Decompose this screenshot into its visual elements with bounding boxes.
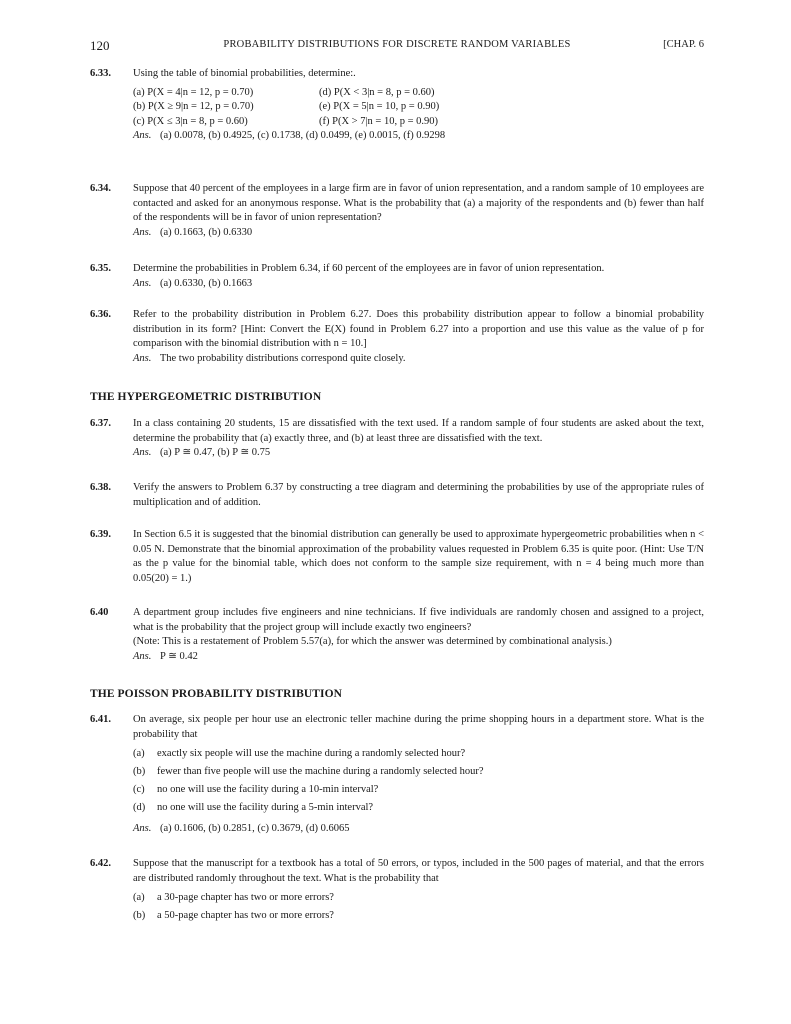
problem-6-33 xyxy=(90,67,704,144)
problem-text: Refer to the probability distribution in Problem 6.27. Does this probability distribution appear to follow a binomial probability distribution in its form? [Hint: Convert the E(X) found in Problem 6.27 into a proportion and use this value as the value of p for comparison with the binomial distribution with n = 10.] xyxy=(133,309,704,349)
problem-text: In Section 6.5 it is suggested that the binomial distribution can generally be used to approximate hypergeometric probabilities when n < 0.05 N. Demonstrate that the binomial approximation of the probability values requested in Problem 6.35 is quite poor. (Hint: Use T/N as the p value for the binomial table, which does not conform to the sample size requirement, with n = 4 being much more than 0.05(20) = 1.) xyxy=(133,529,704,584)
item-label: (a) xyxy=(133,748,145,759)
problem-text: A department group includes five engineers and nine technicians. If five individuals are randomly chosen and assigned to a project, what is the probability that the project group will include exactly two engineers? xyxy=(133,607,704,633)
item-label: (d) xyxy=(133,802,146,813)
parts-row xyxy=(133,115,704,130)
problem-number: 6.39. xyxy=(90,529,111,540)
problem-number: 6.36. xyxy=(90,309,111,320)
problem-text: Suppose that the manuscript for a textbook has a total of 50 errors, or typos, included in the 500 pages of material, and that the errors are distributed randomly throughout the text. What is the probability that xyxy=(133,858,704,884)
problem-6-37 xyxy=(90,417,704,461)
answer xyxy=(133,277,704,292)
chapter-label: [CHAP. 6 xyxy=(663,39,704,50)
problem-text: In a class containing 20 students, 15 are dissatisfied with the text used. If a random sample of four students are asked about the text, determine the probability that (a) exactly three, and (b) at least three are dissatisfied with the text. xyxy=(133,418,704,444)
problem-number: 6.40 xyxy=(90,607,109,618)
item-label: (b) xyxy=(133,766,146,777)
answer-text: (a) 0.1606, (b) 0.2851, (c) 0.3679, (d) 0.6065 xyxy=(160,823,350,834)
part-a: (a) P(X = 4|n = 12, p = 0.70) xyxy=(133,86,254,98)
item-text: a 30-page chapter has two or more errors? xyxy=(157,892,334,903)
problem-number: 6.35. xyxy=(90,263,111,274)
problem-6-41 xyxy=(90,713,704,837)
problem-items xyxy=(133,891,704,927)
item-label: (b) xyxy=(133,910,146,921)
problem-number: 6.38. xyxy=(90,482,111,493)
item-text: a 50-page chapter has two or more errors? xyxy=(157,910,334,921)
problem-6-40 xyxy=(90,606,704,664)
part-f: (f) P(X > 7|n = 10, p = 0.90) xyxy=(319,115,439,127)
answer-label: Ans. xyxy=(133,277,152,289)
answer xyxy=(133,129,704,144)
answer-label: Ans. xyxy=(133,823,152,834)
part-b: (b) P(X ≥ 9|n = 12, p = 0.70) xyxy=(133,101,254,112)
answer xyxy=(133,822,704,837)
problem-items xyxy=(133,747,704,819)
item-text: fewer than five people will use the machine during a randomly selected hour? xyxy=(157,766,484,777)
item-text: no one will use the facility during a 5-min interval? xyxy=(157,802,374,813)
running-title: PROBABILITY DISTRIBUTIONS FOR DISCRETE RANDOM VARIABLES xyxy=(223,39,571,50)
parts-row xyxy=(133,100,704,115)
item-text: no one will use the facility during a 10-min interval? xyxy=(157,784,379,795)
answer xyxy=(133,352,704,367)
item-text: exactly six people will use the machine during a randomly selected hour? xyxy=(157,748,466,759)
answer-label: Ans. xyxy=(133,352,152,364)
section-heading-poisson: THE POISSON PROBABILITY DISTRIBUTION xyxy=(90,688,343,700)
problem-number: 6.42. xyxy=(90,858,111,869)
problem-6-34 xyxy=(90,182,704,240)
problem-text: Verify the answers to Problem 6.37 by constructing a tree diagram and determining the probabilities by use of the appropriate rules of multiplication and of addition. xyxy=(133,482,704,508)
answer xyxy=(133,226,704,241)
list-item xyxy=(133,765,704,783)
answer-label: Ans. xyxy=(133,447,152,458)
problem-6-39 xyxy=(90,528,704,586)
problem-6-35 xyxy=(90,262,704,291)
answer-label: Ans. xyxy=(133,130,152,141)
problem-text: Suppose that 40 percent of the employees in a large firm are in favor of union representation, and a random sample of 10 employees are contacted and asked for an anonymous response. What is the probability that (a) a majority of the respondents and (b) fewer than half of the respondents will be in favor of union representation? xyxy=(133,183,704,223)
problem-note: (Note: This is a restatement of Problem 5.57(a), for which the answer was determined by combinational analysis.) xyxy=(133,636,612,647)
parts-row xyxy=(133,86,704,101)
answer-text: (a) 0.0078, (b) 0.4925, (c) 0.1738, (d) 0.0499, (e) 0.0015, (f) 0.9298 xyxy=(160,130,446,141)
problem-6-36 xyxy=(90,308,704,366)
list-item xyxy=(133,801,704,819)
problem-6-42 xyxy=(90,857,704,927)
section-heading-hypergeometric: THE HYPERGEOMETRIC DISTRIBUTION xyxy=(90,391,322,403)
part-c: (c) P(X ≤ 3|n = 8, p = 0.60) xyxy=(133,115,248,127)
problem-number: 6.41. xyxy=(90,714,111,725)
page-header xyxy=(90,38,704,56)
problem-number: 6.33. xyxy=(90,68,111,79)
problem-text: Using the table of binomial probabilities, determine:. xyxy=(133,68,356,79)
answer-text: The two probability distributions correspond quite closely. xyxy=(159,352,406,364)
list-item xyxy=(133,891,704,909)
page-number: 120 xyxy=(90,38,110,53)
part-d: (d) P(X < 3|n = 8, p = 0.60) xyxy=(319,86,435,98)
part-e: (e) P(X = 5|n = 10, p = 0.90) xyxy=(319,101,440,112)
item-label: (a) xyxy=(133,892,145,903)
answer-text: (a) 0.1663, (b) 0.6330 xyxy=(160,226,253,238)
answer-text: (a) 0.6330, (b) 0.1663 xyxy=(160,277,253,289)
list-item xyxy=(133,747,704,765)
answer-text: (a) P ≅ 0.47, (b) P ≅ 0.75 xyxy=(160,447,271,458)
list-item xyxy=(133,909,704,927)
answer xyxy=(133,650,704,665)
list-item xyxy=(133,783,704,801)
problem-6-38 xyxy=(90,481,704,510)
answer-label: Ans. xyxy=(133,650,152,662)
item-label: (c) xyxy=(133,784,145,795)
problem-parts xyxy=(133,86,704,130)
problem-text: Determine the probabilities in Problem 6.34, if 60 percent of the employees are in favor of union representation. xyxy=(133,263,605,274)
problem-number: 6.34. xyxy=(90,183,111,194)
answer xyxy=(133,446,704,461)
problem-number: 6.37. xyxy=(90,418,111,429)
problem-text: On average, six people per hour use an electronic teller machine during the prime shopping hours in a department store. What is the probability that xyxy=(133,714,704,740)
answer-text: P ≅ 0.42 xyxy=(160,650,198,662)
answer-label: Ans. xyxy=(133,226,152,238)
